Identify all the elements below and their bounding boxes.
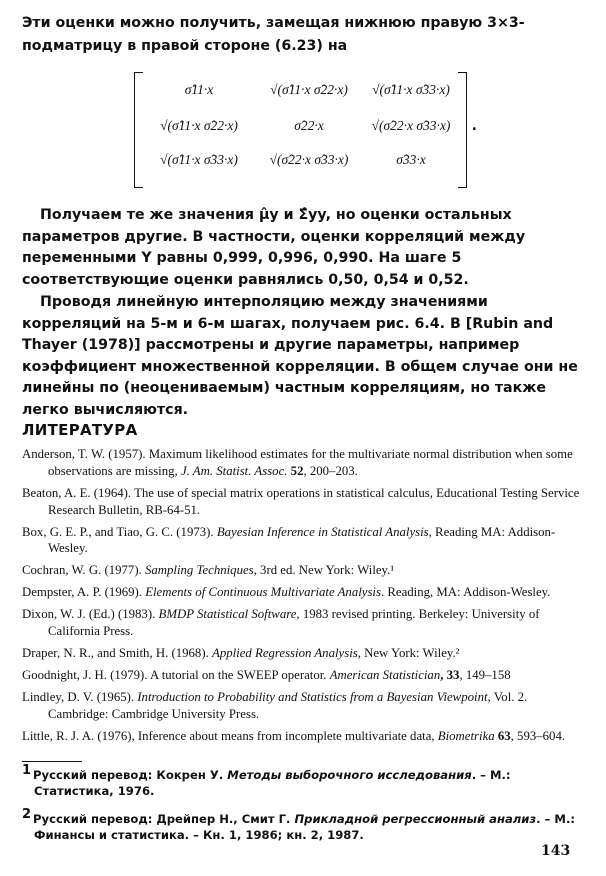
footnote-divider (22, 761, 82, 762)
reference-item: Little, R. J. A. (1976), Inference about means from incomplete multivariate data, Biometrika 63, 593–604. (22, 728, 566, 743)
footnotes (22, 763, 588, 851)
intro-paragraph (22, 12, 584, 58)
reference-item: Lindley, D. V. (1965). Introduction to Probability and Statistics from a Bayesian Viewpoint, Vol. 2. Cambridge: Cambridge University Press. (22, 690, 528, 721)
matrix (134, 72, 479, 186)
literature-heading: ЛИТЕРАТУРА (22, 421, 138, 439)
matrix-cell-3-3: σ̂33·x (396, 152, 426, 167)
paragraph-interpolation: Проводя линейную интерполяцию между значениями корреляций на 5-м и 6-м шагах, получаем рис. 6.4. В [Rubin and Thayer (1978)] рассмотрены и другие параметры, например коэффициент множественной корреляции. В общем случае они не линейны по (неоцениваемым) частным корреляциям, но также легко вычисляются. (22, 294, 578, 418)
reference-item: Draper, N. R., and Smith, H. (1968). Applied Regression Analysis, New York: Wiley.² (22, 646, 460, 661)
matrix-period: . (471, 118, 477, 134)
reference-item: Beaton, A. E. (1964). The use of special matrix operations in statistical calculus, Educational Testing Service Research Bulletin, RB-64-51. (22, 485, 580, 517)
matrix-cell-2-3: √(σ̂22·x σ̂33·x) (371, 118, 451, 133)
reference-item: Dempster, A. P. (1969). Elements of Continuous Multivariate Analysis. Reading, MA: Addison-Wesley. (22, 585, 551, 600)
reference-item: Anderson, T. W. (1957). Maximum likelihood estimates for the multivariate normal distribution when some observations are missing, J. Am. Statist. Assoc. 52, 200–203. (22, 447, 573, 478)
matrix-cell-1-3: √(σ̂11·x σ̂33·x) (372, 82, 450, 97)
reference-item: Goodnight, J. H. (1979). A tutorial on the SWEEP operator. American Statistician, 33, 149–158 (22, 668, 511, 683)
intro-text: Эти оценки можно получить, замещая нижнюю правую 3×3-подматрицу в правой стороне (6.23) на (22, 15, 525, 54)
matrix-cell-2-1: √(σ̂11·x σ̂22·x) (160, 118, 238, 133)
reference-item: Box, G. E. P., and Tiao, G. C. (1973). Bayesian Inference in Statistical Analysis, Reading MA: Addison-Wesley. (22, 524, 556, 556)
matrix-cell-1-2: √(σ̂11·x σ̂22·x) (270, 82, 348, 97)
matrix-cell-3-1: √(σ̂11·x σ̂33·x) (160, 152, 238, 167)
page-number: 143 (541, 843, 571, 859)
reference-item: Cochran, W. G. (1977). Sampling Techniques, 3rd ed. New York: Wiley.¹ (22, 563, 395, 578)
reference-list (22, 446, 588, 750)
paragraph-results: Получаем те же значения μ̂y и Σ̂yy, но оценки остальных параметров другие. В частности, оценки корреляций между переменными Y равны 0,999, 0,996, 0,990. На шаге 5 соответствующие оценки равнялись 0,50, 0,54 и 0,52. (22, 207, 526, 288)
footnote-item: $^2$ Русский перевод: Дрейпер Н., Смит Г. Прикладной регрессионный анализ. – М.: Финансы и статистика. – Кн. 1, 1986; кн. 2, 1987. (22, 806, 575, 842)
matrix-cell-1-1: σ̂11·x (184, 82, 214, 97)
footnote-item: $^1$ Русский перевод: Кокрен У. Методы выборочного исследования. – М.: Статистика, 1976. (22, 763, 511, 798)
matrix-left-bracket (134, 72, 143, 188)
matrix-cell-3-2: √(σ̂22·x σ̂33·x) (269, 152, 349, 167)
reference-item: Dixon, W. J. (Ed.) (1983). BMDP Statistical Software, 1983 revised printing. Berkeley: University of California Press. (22, 607, 540, 639)
matrix-cell-2-2: σ̂22·x (294, 118, 324, 133)
